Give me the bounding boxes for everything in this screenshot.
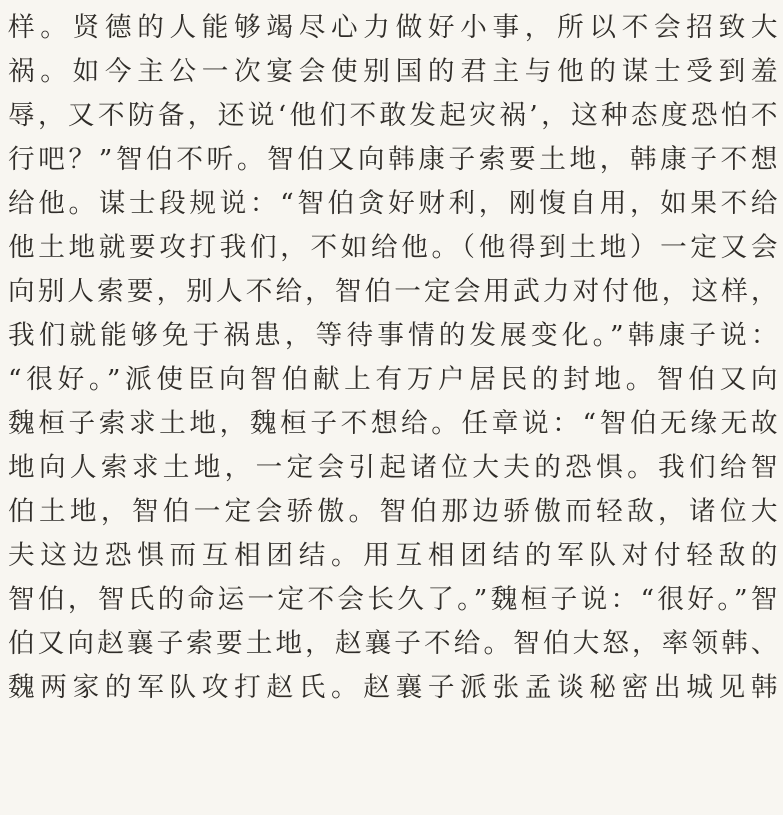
text-line-11: 地向人索求土地，一定会引起诸位大夫的恐惧。我们给智: [8, 452, 778, 483]
text-line-4: 行吧？”智伯不听。智伯又向韩康子索要土地，韩康子不想: [8, 144, 778, 175]
text-line-9: “很好。”派使臣向智伯献上有万户居民的封地。智伯又向: [8, 364, 778, 395]
text-line-13: 夫这边恐惧而互相团结。用互相团结的军队对付轻敌的: [8, 540, 778, 571]
text-line-10: 魏桓子索求土地，魏桓子不想给。任章说：“智伯无缘无故: [8, 408, 778, 439]
text-line-3: 辱，又不防备，还说‘他们不敢发起灾祸’，这种态度恐怕不: [8, 100, 778, 131]
text-line-1: 样。贤德的人能够竭尽心力做好小事，所以不会招致大: [8, 12, 778, 43]
text-line-19: [8, 798, 778, 815]
text-line-15: 伯又向赵襄子索要土地，赵襄子不给。智伯大怒，率领韩、: [8, 628, 778, 659]
text-line-12: 伯土地，智伯一定会骄傲。智伯那边骄傲而轻敌，诸位大: [8, 496, 778, 527]
text-line-17: [8, 710, 778, 754]
text-line-18: [8, 754, 778, 798]
text-line-8: 我们就能够免于祸患，等待事情的发展变化。”韩康子说：: [8, 320, 778, 351]
text-line-16: 魏两家的军队攻打赵氏。赵襄子派张孟谈秘密出城见韩: [8, 672, 778, 703]
text-line-5: 给他。谋士段规说：“智伯贪好财利，刚愎自用，如果不给: [8, 188, 778, 219]
text-line-14: 智伯，智氏的命运一定不会长久了。”魏桓子说：“很好。”智: [8, 584, 778, 615]
text-line-2: 祸。如今主公一次宴会使别国的君主与他的谋士受到羞: [8, 56, 778, 87]
text-line-7: 向别人索要，别人不给，智伯一定会用武力对付他，这样，: [8, 276, 778, 307]
text-line-6: 他土地就要攻打我们，不如给他。（他得到土地）一定又会: [8, 232, 778, 263]
